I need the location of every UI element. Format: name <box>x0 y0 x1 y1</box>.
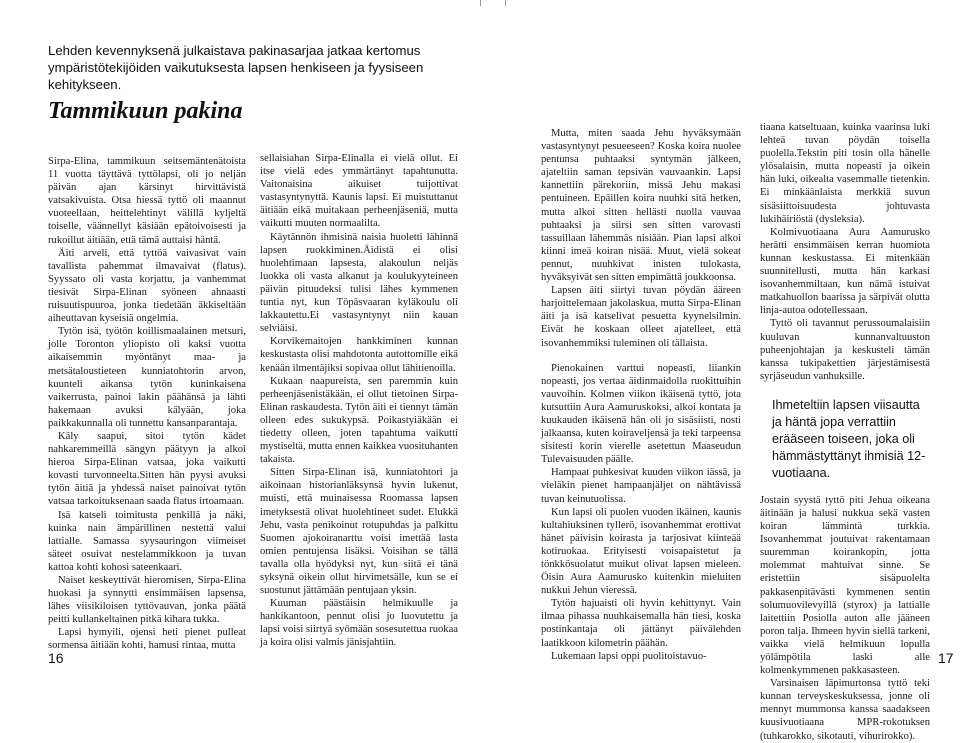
paragraph: Mutta, miten saada Jehu hyväksymään vastasyntynyt pesueeseen? Koska koira nuolee pentunsa puhtaaksi syntymän jälkeen, ajateltiin saman tepsivän vauvaankin. Lapsi kannettiin pärekoriin, missä Jehu makasi pentuineen. Epäillen koira nuuhki sitä hetken, mutta alkoi sitten hellästi nuolla vauvaa puhtaaksi ja siirsi sen sitten varovasti tassuillaan lähemmäs nisiään. Pian lapsi alkoi kiinni imeä koiran nisää. Muut, vielä sokeat pennut, nuuhkivat inisten tulokasta, hyväksyivät sen sitten empimättä joukkoonsa. <box>541 128 741 284</box>
paragraph: Korvikemaitojen hankkiminen kunnan keskustasta olisi mahdotonta autottomille eikä kenään ilmentäjiksi sopivaa ollut lähitienoilla. <box>260 336 458 374</box>
crop-mark <box>505 0 506 6</box>
paragraph: Tytön hajuaisti oli hyvin kehittynyt. Vain ilmaa pihassa nuuhkaisemalla hän tiesi, koska postinkantaja oli jättänyt päivälehden laatikkoon kilometrin päähän. <box>541 598 741 649</box>
crop-mark <box>480 0 481 6</box>
paragraph: Sirpa-Elina, tammikuun seitsemäntenätoista 11 vuotta täyttävä tyttölapsi, oli jo neljän päivän ajan kärsinyt hirvittävistä vatsakivuista. Otsa hiessä tyttö oli maannut vuoteellaan, heittelehtinyt välillä kyljeltä toiselle, väännellyt käsiään epätoivoisesti ja rukoillut äitiään, että tämä auttaisi häntä. <box>48 156 246 246</box>
paragraph: Hampaat puhkesivat kuuden viikon iässä, ja vieläkin pienet hampaanjäljet on nähtävissä tuvan keinutuolissa. <box>541 467 741 505</box>
intro-text: Lehden kevennyksenä julkaistava pakinasarjaa jatkaa kertomus ympäristötekijöiden vaikutuksesta lapsen henkiseen ja fyysiseen kehitykseen. <box>48 43 424 92</box>
paragraph: Käytännön ihmisinä naisia huoletti lähinnä lapsen ruokkiminen.Äidistä ei olisi huolehtimaan lapsesta, alakoulun neljäs luokka oli vasta alkanut ja koulukyyteineen päivän pituudeksi tulisi lähes kymmenen tuntia nyt, kun Töpäsvaaran kyläkoulu oli lakkautettu.Ei vastasyntynyt niin kauan selviäisi. <box>260 231 458 335</box>
paragraph: Varsinaisen läpimurtonsa tyttö teki kunnan terveyskeskuksessa, jonne oli mennyt mummonsa kanssa saadakseen kuusivuotiaana MPR-rokotuksen (tuhkarokko, sikotauti, vihurirokko). <box>760 678 930 742</box>
text-column-2 <box>260 152 458 650</box>
text-column-1 <box>48 155 246 653</box>
paragraph: Lapsi hymyili, ojensi heti pienet pulleat sormensa äitiään kohti, hamusi rintaa, mutta <box>48 627 246 652</box>
text-column-3 <box>541 127 741 663</box>
pull-quote: Ihmeteltiin lapsen viisautta ja häntä jopa verrattiin erääseen toiseen, joka oli hämmästyttänyt ihmisiä 12-vuotiaana. <box>772 397 926 480</box>
paragraph: Käly saapui, sitoi tytön kädet nahkaremmeillä sängyn päätyyn ja alkoi hieroa Sirpa-Elinan vatsaa, joka vaikutti kovasti turvonneelta.Sitten hän pyysi avuksi tytön äitiä ja yhdessä naiset painoivat tytön vatsaa tarkoituksenaan saada flatus irtoamaan. <box>48 430 246 508</box>
page-number-right: 17 <box>938 650 954 666</box>
paragraph: Jostain syystä tyttö piti Jehua oikeana äitinään ja halusi nukkua sekä vasten koiran lämmintä turkkia. Isovanhemmat joutuivat rakentamaan suuremman koirankopin, jotta molemmat mahtuivat sinne. Se eristettiin sisäpuolelta pakkasenpitävästi kymmenen sentin solumuovilevyillä (styrox) ja lattialle laitettiin Posiolla auton alle jääneen poron talja. Ihmeen hyvin siellä tarkeni, vaikka vielä helmikuun lopulla yölämpötila laski alle kolmenkymmenen pakkasasteen. <box>760 494 930 677</box>
paragraph: tiaana katseltuaan, kuinka vaarinsa luki lehteä tuvan pöydän toisella puolella.Tekstin piti tosin olla hänelle ylösalaisin, mutta nopeasti ja oikein hän luki, oikealta vasemmalle tietenkin. Ei minkäänlaista merkkiä suvun sisäsiittoisuudesta johtuvasta lukihäiriöstä (dysleksia). <box>760 122 930 225</box>
paragraph: Äiti arveli, että tyttöä vaivasivat vain tavallista pahemmat ilmavaivat (flatus). Syyssato oli vasta korjattu, ja vanhemmat tiesivät Sirpa-Elinan syöneen ahnaasti ruisuutispuuroa, jonka tiedetään äkkiseltään aiheuttavan kyseisiä ongelmia. <box>48 247 246 325</box>
paragraph: Tytön isä, työtön koillismaalainen metsuri, jolle Toronton yliopisto oli kaksi vuotta aikaisemmin myöntänyt maa- ja metsätaloustieteen kunniatohtorin arvon, kuunteli aikansa tytön kuninkaisena vaikerrusta, painoi lakin päähänsä ja lähti hakemaan avuksi kälyään, joka paikkakunnalla oli tunnettu kansanparantaja. <box>48 326 246 429</box>
page-number-left: 16 <box>48 650 64 666</box>
paragraph: Sitten Sirpa-Elinan isä, kunniatohtori ja aikoinaan historianläksynsä hyvin lukenut, muisti, että muinaisessa Roomassa lapsen imetyksestä olivat huolehtineet sudet. Elukkä Jehu, vasta penikoinut rotupuhdas ja palkittu Suomen ajokoiranarttu voisi imettää lasta omien pentujensa lisäksi. Voisihan se tällä tavalla olla hyödyksi nyt, kun siitä ei tänä syksynä oikein ollut hirvimetsälle, kun se ei suostunut jättämään pentujaan yksin. <box>260 467 458 597</box>
text-column-4 <box>760 121 930 743</box>
paragraph: Kolmivuotiaana Aura Aamurusko herätti ensimmäisen kerran huomiota kunnan keskustassa. Ei mitenkään suunnitellusti, mutta hän karkasi isovanhemmiltaan, kun nämä istuivat matkahuollon baarissa ja särpivät oluttа linja-autoa odotellessaan. <box>760 226 930 317</box>
paragraph: Lukemaan lapsi oppi puolitoistavuo- <box>551 650 707 662</box>
paragraph: Kuuman päästäisin helmikuulle ja hankikantoon, pennut olisi jo luovutettu ja lapsi voisi siirtyä syömään sosesutettua ruokaa ja koira olisi valmis jänisjahtiin. <box>260 598 459 649</box>
article-title: Tammikuun pakina <box>48 98 243 124</box>
paragraph: Kun lapsi oli puolen vuoden ikäinen, kaunis kultahiuksinen tyllerö, isovanhemmat erottivat hänet päivisin koirasta ja tarjosivat kiinteää kotiruokaa. Erityisesti voisapaistetut ja tönkkösuolatut muikut olivat lapsen mieleen. Öisin Aura Aamurusko kuitenkin mieluiten nukkui Jehun vieressä. <box>541 506 741 597</box>
paragraph: Tyttö oli tavannut perussoumalaisiin kuuluvan kunnanvaltuuston puheenjohtajan ja keskusteli tämän kanssa tukipakettien järjestämisestä syrjäseudun vanhuksille. <box>760 318 930 382</box>
paragraph: Isä katseli toimitusta penkillä ja näki, kuinka nain ämpärillinen nestettä valui lattialle. Samassa syysauringon viimeiset säteet osuivat nestelammikkoon ja tuvan kattoa kohti kohosi sateenkaari. <box>48 509 246 573</box>
paragraph: Pienokainen varttui nopeasti, liiankin nopeasti, jos vertaa äidinmaidolla ruokittuihin vauvoihin. Kolmen viikon ikäisenä tyttö, jota kutsuttiin Aura Aamuruskoksi, alkoi kontata ja kuukauden ikäisenä hän oli jo sisäsiisti, nosti jalkaansa, kuten koiraveljensä ja teki tarpeensa sisitesti korin vierelle asetettun Maaseudun Tulevaisuuden päälle. <box>541 362 741 466</box>
paragraph: Naiset keskeyttivät hieromisen, Sirpa-Elina huokasi ja synnytti ensimmäisen lapsensa, lähes viisikiloisen tyttövauvan, jonka päätä peitti kullankeltainen pitkä kihara tukka. <box>48 575 246 626</box>
paragraph: Kukaan naapureista, sen paremmin kuin perheenjäsenistäkään, ei ollut tietoinen Sirpa-Elinan raskaudesta. Tytön äiti ei tiennyt tämän olleen edes sukukypsä. Poikastyiäkään ei tiedetty olleen, joten tapahtuma vaikutti mystiseltä, mutta ennen kaikkea vuosituhanten takaista. <box>260 375 458 466</box>
paragraph: sellaisiahan Sirpa-Elinalla ei vielä ollut. Ei itse vielä edes ymmärtänyt tapahtunutta. Vaitonaisina aikuiset tuijottivat vastasyntynyttä. Kaunis lapsi. Ei muistuttanut äitiään eikä muitakaan perheenjäseniä, mutta vaikutti muuten normaalilta. <box>260 153 458 230</box>
paragraph: Lapsen äiti siirtyi tuvan pöydän ääreen harjoittelemaan jakolaskua, mutta Sirpa-Elinan äiti ja isä katselivat pesuetta kyynelsilmin. Eivät he koskaan olleet ajatelleet, että isovanhemmiksi tuleminen oli tällaista. <box>541 285 741 349</box>
